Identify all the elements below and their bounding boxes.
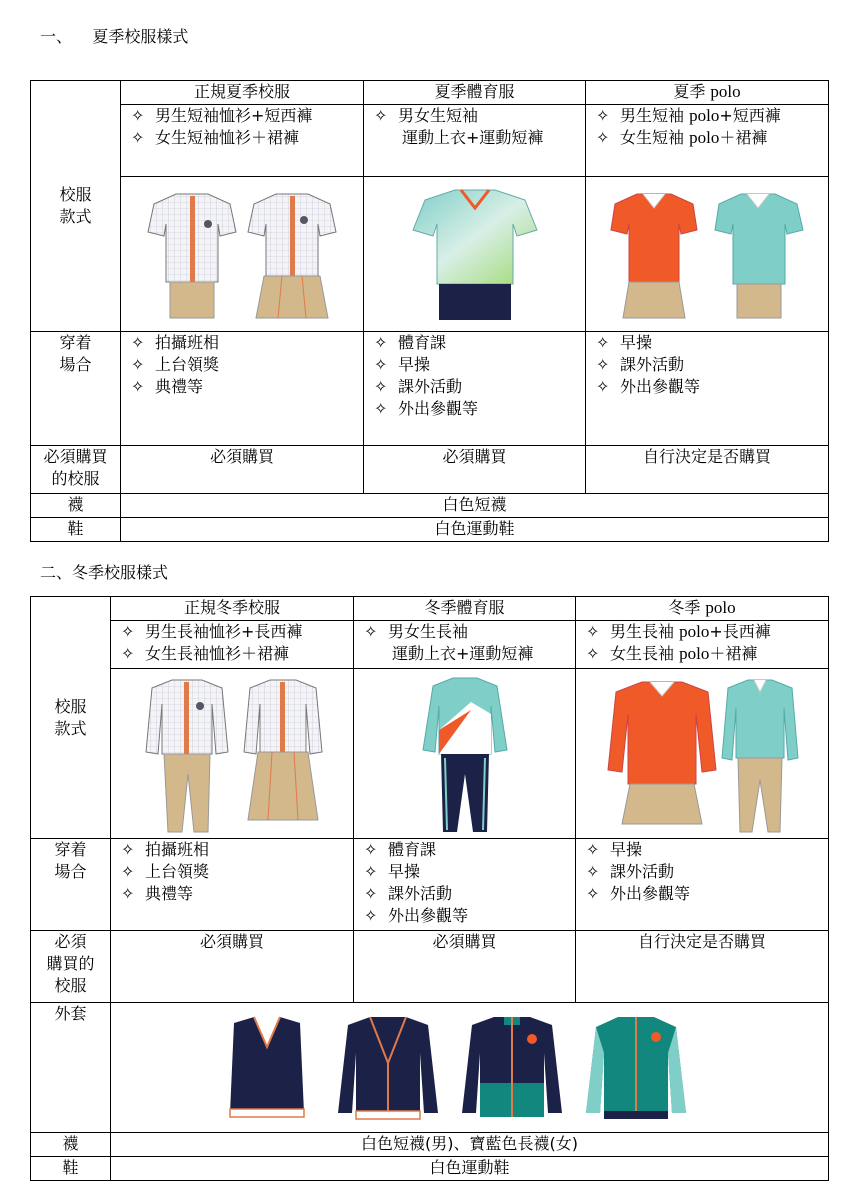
col-header-polo-summer — [586, 81, 829, 105]
polo-summer-occasions — [586, 332, 829, 446]
pe-winter-occasions — [354, 839, 576, 931]
teal-long-polo — [722, 680, 798, 832]
list-item — [121, 839, 353, 861]
jacket-image — [111, 1003, 829, 1133]
list-item — [121, 883, 353, 905]
col-header-pe-winter — [354, 597, 576, 621]
formal-summer-items — [121, 105, 364, 177]
col-title: 夏季體育服 — [434, 82, 515, 101]
pe-summer-uniform-illustration — [405, 184, 545, 324]
label-uniform-style-text: 校服 款式 — [54, 696, 87, 738]
list-item — [374, 398, 585, 420]
list-item-text: 外出參觀等 — [620, 377, 701, 396]
list-item — [596, 354, 828, 376]
bullet-icon: ✧ — [586, 840, 600, 859]
list-item — [364, 861, 575, 883]
list-item-latin: polo — [689, 106, 720, 125]
list-item — [121, 643, 353, 665]
list-item-text: 外出參觀等 — [388, 906, 469, 925]
label-shoes-winter: 鞋 — [31, 1157, 111, 1181]
formal-summer-uniform-illustration — [132, 184, 352, 324]
formal-summer-image — [121, 177, 364, 332]
list-item-text: 女生長袖 — [610, 644, 680, 663]
bullet-icon: ✧ — [374, 399, 388, 418]
must-buy-pe-winter: 必須購買 — [354, 931, 576, 1003]
list-item — [121, 621, 353, 643]
bullet-icon: ✧ — [596, 355, 610, 374]
must-buy-pe: 必須購買 — [364, 446, 586, 494]
navy-vest — [230, 1017, 304, 1117]
bullet-icon: ✧ — [374, 333, 388, 352]
navy-cardigan — [338, 1017, 438, 1119]
list-item-text: 課外活動 — [610, 862, 675, 881]
pe-summer-occasions — [364, 332, 586, 446]
polo-winter-occasions — [576, 839, 829, 931]
bullet-icon: ✧ — [121, 884, 135, 903]
col-title-latin: polo — [705, 598, 736, 617]
list-item — [364, 839, 575, 861]
list-item — [131, 376, 363, 398]
polo-winter-image — [576, 669, 829, 839]
list-item — [586, 861, 828, 883]
list-item-text: 課外活動 — [620, 355, 685, 374]
teal-polo — [715, 194, 803, 318]
list-item — [586, 883, 828, 905]
bullet-icon: ✧ — [131, 355, 145, 374]
label-must-buy-winter — [31, 931, 111, 1003]
must-buy-polo: 自行決定是否購買 — [586, 446, 829, 494]
list-item — [364, 621, 575, 643]
list-item-text: 男生短袖恤衫+短西褲 — [155, 106, 313, 125]
bullet-icon: ✧ — [364, 906, 378, 925]
label-occasion-text: 穿着 場合 — [54, 840, 87, 881]
pe-winter-items — [354, 621, 576, 669]
bullet-icon: ✧ — [364, 840, 378, 859]
list-item-text: 早操 — [620, 333, 653, 352]
list-item-latin: polo — [689, 128, 720, 147]
list-item-text: 典禮等 — [145, 884, 194, 903]
bullet-icon: ✧ — [596, 377, 610, 396]
bullet-icon: ✧ — [121, 862, 135, 881]
pe-winter-uniform-illustration — [415, 674, 515, 834]
list-item-text: 課外活動 — [398, 377, 463, 396]
must-buy-formal: 必須購買 — [121, 446, 364, 494]
list-item-text: 女生短袖 — [620, 128, 690, 147]
teal-varsity-jacket — [586, 1017, 686, 1119]
list-item-continuation: 運動上衣+運動短褲 — [402, 128, 544, 147]
list-item — [596, 105, 828, 127]
pe-winter-image — [354, 669, 576, 839]
must-buy-polo-winter: 自行決定是否購買 — [576, 931, 829, 1003]
list-item-text: 男女生長袖 — [388, 622, 469, 641]
list-item — [364, 905, 575, 927]
bullet-icon: ✧ — [596, 128, 610, 147]
col-title: 正規夏季校服 — [193, 82, 290, 101]
col-header-polo-winter — [576, 597, 829, 621]
list-item-text: 女生短袖恤衫＋裙褲 — [155, 128, 300, 147]
list-item-text: 外出參觀等 — [398, 399, 479, 418]
bullet-icon: ✧ — [586, 644, 600, 663]
list-item-text: 早操 — [398, 355, 431, 374]
list-item-latin: polo — [679, 644, 710, 663]
list-item-text: 上台領獎 — [155, 355, 220, 374]
list-item-text: 男生短袖 — [620, 106, 690, 125]
list-item-continuation: 運動上衣+運動短褲 — [392, 644, 534, 663]
list-item-latin: polo — [679, 622, 710, 641]
formal-summer-occasions — [121, 332, 364, 446]
orange-long-polo — [608, 682, 716, 824]
polo-summer-items — [586, 105, 829, 177]
socks-value: 白色短襪 — [121, 494, 829, 518]
list-item — [374, 332, 585, 354]
list-item-text: 拍攝班相 — [145, 840, 210, 859]
shoes-value: 白色運動鞋 — [121, 518, 829, 542]
bullet-icon: ✧ — [374, 106, 388, 125]
list-item — [596, 376, 828, 398]
col-title: 冬季體育服 — [424, 598, 505, 617]
list-item — [131, 332, 363, 354]
polo-winter-uniform-illustration — [602, 674, 802, 834]
formal-winter-image — [111, 669, 354, 839]
bullet-icon: ✧ — [121, 840, 135, 859]
label-socks: 襪 — [31, 494, 121, 518]
label-occasion-winter — [31, 839, 111, 931]
jackets-illustration — [220, 1013, 720, 1123]
list-item — [586, 643, 828, 665]
list-item — [374, 105, 585, 127]
boy-long-shirt — [146, 680, 228, 832]
section-heading-winter: 二、冬季校服樣式 — [40, 563, 169, 582]
shoes-value-winter: 白色運動鞋 — [111, 1157, 829, 1181]
bullet-icon: ✧ — [121, 644, 135, 663]
col-header-formal-winter — [111, 597, 354, 621]
list-item — [364, 883, 575, 905]
bullet-icon: ✧ — [131, 128, 145, 147]
bullet-icon: ✧ — [121, 622, 135, 641]
col-header-formal-summer — [121, 81, 364, 105]
polo-summer-image — [586, 177, 829, 332]
list-item-text: 體育課 — [398, 333, 447, 352]
label-occasion — [31, 332, 121, 446]
col-header-pe-summer — [364, 81, 586, 105]
label-socks-winter: 襪 — [31, 1133, 111, 1157]
list-item — [131, 105, 363, 127]
list-item — [596, 332, 828, 354]
label-uniform-style-text: 校服 款式 — [59, 185, 92, 226]
list-item-text: 早操 — [388, 862, 421, 881]
list-item — [374, 376, 585, 398]
list-item — [596, 127, 828, 149]
col-title: 夏季 — [673, 82, 711, 101]
socks-value-winter: 白色短襪(男)、寶藍色長襪(女) — [111, 1133, 829, 1157]
list-item — [121, 861, 353, 883]
polo-winter-items — [576, 621, 829, 669]
list-item-text: 外出參觀等 — [610, 884, 691, 903]
list-item — [374, 354, 585, 376]
polo-summer-uniform-illustration — [597, 184, 817, 324]
label-jacket: 外套 — [31, 1003, 111, 1133]
list-item-text: +短西褲 — [719, 106, 781, 125]
list-item-text: 典禮等 — [155, 377, 204, 396]
list-item-text: 男生長袖恤衫+長西褲 — [145, 622, 303, 641]
orange-polo — [611, 194, 697, 318]
col-title-latin: polo — [710, 82, 741, 101]
list-item-text: 男生長袖 — [610, 622, 680, 641]
bullet-icon: ✧ — [374, 377, 388, 396]
bullet-icon: ✧ — [586, 862, 600, 881]
list-item-text: ＋裙褲 — [719, 128, 768, 147]
section-heading-summer: 一、 夏季校服樣式 — [40, 27, 189, 46]
bullet-icon: ✧ — [364, 884, 378, 903]
list-item-text: 男女生短袖 — [398, 106, 479, 125]
label-must-buy-text: 必須 購買的 校服 — [46, 932, 95, 995]
col-title: 冬季 — [668, 598, 706, 617]
list-item — [586, 621, 828, 643]
girl-long-shirt — [244, 680, 322, 820]
girl-shirt — [248, 194, 336, 318]
navy-track-jacket — [462, 1017, 562, 1117]
formal-winter-uniform-illustration — [132, 674, 332, 834]
must-buy-formal-winter: 必須購買 — [111, 931, 354, 1003]
summer-uniform-table — [30, 80, 829, 542]
label-occasion-text: 穿着 場合 — [59, 333, 92, 374]
pe-summer-image — [364, 177, 586, 332]
bullet-icon: ✧ — [131, 106, 145, 125]
bullet-icon: ✧ — [596, 106, 610, 125]
list-item-text: 女生長袖恤衫＋裙褲 — [145, 644, 290, 663]
formal-winter-items — [111, 621, 354, 669]
list-item-text: 拍攝班相 — [155, 333, 220, 352]
winter-uniform-table — [30, 596, 829, 1181]
bullet-icon: ✧ — [596, 333, 610, 352]
list-item-text: 體育課 — [388, 840, 437, 859]
list-item-text: +長西褲 — [709, 622, 771, 641]
list-item-text: ＋裙褲 — [709, 644, 758, 663]
list-item-text: 課外活動 — [388, 884, 453, 903]
bullet-icon: ✧ — [374, 355, 388, 374]
col-title: 正規冬季校服 — [183, 598, 280, 617]
bullet-icon: ✧ — [131, 377, 145, 396]
label-must-buy — [31, 446, 121, 494]
list-item-text: 上台領獎 — [145, 862, 210, 881]
bullet-icon: ✧ — [364, 862, 378, 881]
bullet-icon: ✧ — [586, 884, 600, 903]
formal-winter-occasions — [111, 839, 354, 931]
pe-summer-items — [364, 105, 586, 177]
list-item — [131, 354, 363, 376]
bullet-icon: ✧ — [364, 622, 378, 641]
label-shoes: 鞋 — [31, 518, 121, 542]
list-item — [131, 127, 363, 149]
label-uniform-style-winter — [31, 597, 111, 839]
label-must-buy-text: 必須購買 的校服 — [43, 447, 108, 488]
list-item — [586, 839, 828, 861]
bullet-icon: ✧ — [131, 333, 145, 352]
bullet-icon: ✧ — [586, 622, 600, 641]
list-item-text: 早操 — [610, 840, 643, 859]
label-uniform-style — [31, 81, 121, 332]
boy-shirt — [148, 194, 236, 318]
